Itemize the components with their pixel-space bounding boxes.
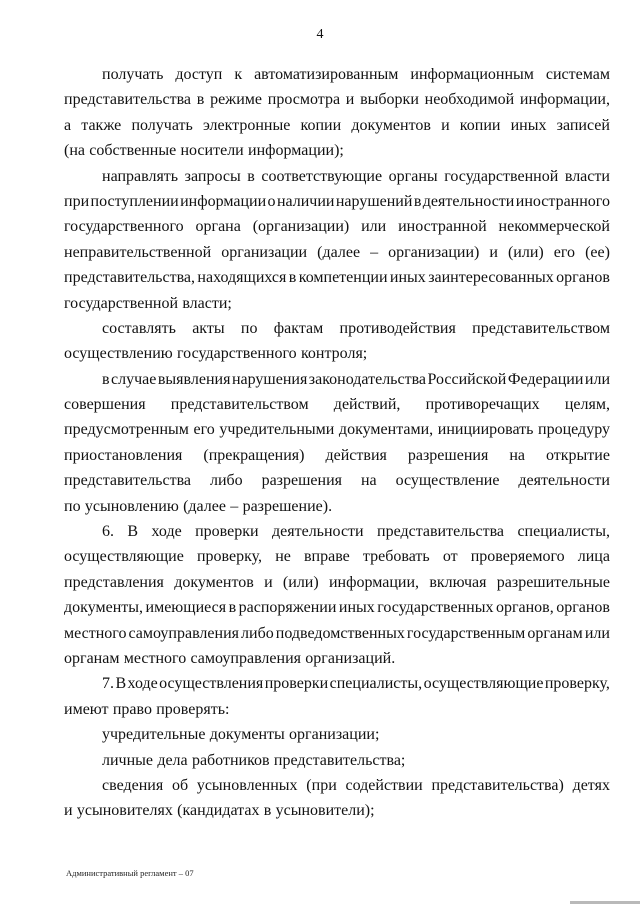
- word: В: [115, 675, 127, 693]
- text-line: [64, 62, 610, 87]
- word: документы: [209, 726, 285, 744]
- word: государственных: [377, 599, 494, 617]
- word: на: [509, 446, 525, 464]
- word: в: [288, 269, 297, 287]
- word: ходе: [151, 523, 182, 541]
- word: информации,: [328, 573, 420, 591]
- word: открытие: [545, 446, 610, 464]
- text-line: [64, 671, 610, 696]
- word: документов: [174, 573, 254, 591]
- word: об: [171, 776, 189, 794]
- text-line: [64, 519, 610, 544]
- word: сведения: [102, 776, 164, 794]
- text-line: [64, 87, 610, 112]
- word: иностранного: [515, 192, 610, 210]
- word: В: [127, 523, 139, 541]
- word: проверки: [264, 675, 329, 693]
- word: –: [370, 243, 379, 261]
- word: также: [81, 116, 122, 134]
- word: представительства: [377, 523, 505, 541]
- word: некоммерческой: [498, 218, 610, 236]
- word: противодействия: [339, 319, 456, 337]
- word: необходимой: [424, 91, 515, 109]
- word: осуществления: [159, 675, 264, 693]
- word: наличии: [276, 192, 335, 210]
- word: 7.: [102, 675, 114, 693]
- text-line: [64, 443, 610, 468]
- word: или: [584, 370, 610, 388]
- word: деятельности: [518, 472, 610, 490]
- word: и: [441, 116, 450, 134]
- word: органов: [556, 599, 610, 617]
- word: осуществляющие: [64, 548, 184, 566]
- word: и: [489, 243, 498, 261]
- word: находящихся: [197, 269, 287, 287]
- word: выборки: [360, 91, 419, 109]
- word: его: [553, 243, 576, 261]
- text-line: [64, 773, 610, 798]
- word: документов: [351, 116, 431, 134]
- word: представления: [64, 573, 164, 591]
- text-line: [64, 544, 610, 569]
- word: (при: [306, 776, 337, 794]
- word: подведомственных: [275, 624, 405, 642]
- word: о: [267, 192, 276, 210]
- word: к: [234, 66, 243, 83]
- word: учредительными: [219, 421, 335, 439]
- word: нарушений: [335, 192, 413, 210]
- word: инициировать: [437, 421, 534, 439]
- word: действий,: [333, 396, 401, 414]
- footer-note: Административный регламент – 07: [66, 868, 194, 878]
- text-line: [64, 113, 610, 138]
- word: (далее: [183, 497, 226, 515]
- word: усыновлению: [84, 497, 179, 515]
- word: осуществление: [395, 472, 500, 490]
- word: представительства;: [273, 751, 406, 769]
- word: проверять:: [156, 700, 230, 718]
- word: фактам: [273, 319, 324, 337]
- word: составлять: [102, 319, 176, 337]
- word: либо: [241, 624, 274, 642]
- word: представительством: [170, 396, 309, 414]
- word: 6.: [102, 523, 114, 541]
- word: копии: [459, 116, 501, 134]
- word: органы: [388, 167, 438, 185]
- text-line: [64, 214, 610, 239]
- word: вправе: [304, 548, 350, 566]
- text-line: [64, 341, 610, 366]
- word: на: [360, 472, 377, 490]
- word: иных: [510, 116, 547, 134]
- text-line: [64, 468, 610, 493]
- word: –: [230, 497, 239, 515]
- text-line: [64, 291, 610, 316]
- word: совершения: [64, 396, 146, 414]
- word: Российской: [427, 370, 507, 388]
- text-line: [64, 798, 610, 823]
- word: проверяемого: [470, 548, 565, 566]
- scan-edge-mark: [570, 901, 640, 904]
- word: от: [442, 548, 458, 566]
- word: учредительные: [102, 726, 206, 744]
- word: и: [64, 802, 73, 820]
- word: информации: [180, 192, 267, 210]
- word: поступлении: [90, 192, 179, 210]
- text-line: [64, 417, 610, 442]
- word: в: [228, 599, 237, 617]
- word: целям,: [564, 396, 610, 414]
- word: содействии: [345, 776, 423, 794]
- word: работников: [191, 751, 270, 769]
- word: системам: [545, 66, 610, 83]
- word: неправительственной: [64, 243, 212, 261]
- word: соответствующие: [261, 167, 383, 185]
- word: копии: [300, 116, 342, 134]
- word: режиме: [210, 91, 263, 109]
- text-line: [64, 164, 610, 189]
- word: и: [264, 573, 273, 591]
- word: законодательства: [308, 370, 427, 388]
- word: иных: [338, 599, 375, 617]
- word: организации): [388, 243, 480, 261]
- word: органа: [195, 218, 241, 236]
- word: по: [240, 319, 258, 337]
- word: деятельности: [422, 192, 515, 210]
- word: самоуправления: [128, 624, 239, 642]
- word: информации,: [519, 91, 610, 109]
- word: (ее): [585, 243, 610, 261]
- word: имеющиеся: [145, 599, 227, 617]
- word: носители: [180, 142, 244, 160]
- word: контроля;: [300, 345, 368, 363]
- word: случае: [111, 370, 157, 388]
- word: в: [102, 370, 110, 388]
- word: нарушения: [231, 370, 308, 388]
- text-line: [64, 621, 610, 646]
- word: запросы: [184, 167, 241, 185]
- word: проверку,: [544, 675, 610, 693]
- word: деятельности: [272, 523, 364, 541]
- word: распоряжении: [238, 599, 337, 617]
- text-line: [64, 240, 610, 265]
- word: специалисты,: [329, 675, 423, 693]
- word: не: [275, 548, 291, 566]
- word: ходе: [127, 675, 158, 693]
- word: разрешительные: [496, 573, 610, 591]
- word: власти: [564, 167, 610, 185]
- text-line: [64, 265, 610, 290]
- word: (кандидатах: [177, 802, 260, 820]
- word: органам: [64, 649, 120, 667]
- word: личные: [102, 751, 154, 769]
- word: в: [196, 91, 205, 109]
- word: в: [263, 802, 272, 820]
- word: в: [413, 192, 422, 210]
- word: записей: [556, 116, 610, 134]
- word: организаций.: [305, 649, 396, 667]
- word: информации);: [248, 142, 344, 160]
- word: Федерации: [507, 370, 584, 388]
- word: государственной: [64, 294, 179, 312]
- word: (далее: [317, 243, 361, 261]
- text-line: [64, 748, 610, 773]
- word: специалисты,: [517, 523, 610, 541]
- word: органов,: [495, 599, 554, 617]
- word: требовать: [362, 548, 430, 566]
- word: предусмотренным: [64, 421, 189, 439]
- word: заинтересованных: [428, 269, 554, 287]
- text-line: [64, 570, 610, 595]
- word: иностранной: [398, 218, 487, 236]
- word: проверки: [195, 523, 259, 541]
- word: детях: [572, 776, 610, 794]
- word: организации;: [289, 726, 380, 744]
- word: представительством: [472, 319, 610, 337]
- text-line: [64, 138, 610, 163]
- word: информационным: [410, 66, 534, 83]
- text-line: [64, 722, 610, 747]
- word: а: [64, 116, 72, 134]
- text-line: [64, 316, 610, 341]
- word: местного: [123, 649, 187, 667]
- word: и: [345, 91, 355, 109]
- word: процедуру: [538, 421, 610, 439]
- word: представительства): [431, 776, 564, 794]
- word: документы,: [64, 599, 144, 617]
- word: проверку,: [196, 548, 263, 566]
- text-line: [64, 494, 610, 519]
- text-line: [64, 595, 610, 620]
- word: дела: [157, 751, 188, 769]
- word: противоречащих: [425, 396, 540, 414]
- word: власти;: [182, 294, 232, 312]
- word: в: [247, 167, 255, 185]
- word: лица: [577, 548, 610, 566]
- word: имеют: [64, 700, 109, 718]
- word: автоматизированным: [254, 66, 399, 83]
- page-number: 4: [316, 27, 324, 42]
- word: получать: [102, 66, 164, 83]
- word: его: [193, 421, 215, 439]
- word: компетенции: [298, 269, 388, 287]
- word: иных: [389, 269, 426, 287]
- word: направлять: [102, 167, 179, 185]
- word: акты: [192, 319, 225, 337]
- word: либо: [209, 472, 243, 490]
- word: местного: [64, 624, 127, 642]
- word: представительства: [64, 91, 192, 109]
- text-line: [64, 697, 610, 722]
- text-line: [64, 189, 610, 214]
- word: приостановления: [64, 446, 183, 464]
- word: государственной: [444, 167, 559, 185]
- word: выявления: [157, 370, 231, 388]
- word: по: [64, 497, 81, 515]
- word: при: [64, 192, 90, 210]
- word: доступ: [175, 66, 223, 83]
- text-line: [64, 367, 610, 392]
- word: действия: [325, 446, 387, 464]
- word: усыновители);: [275, 802, 375, 820]
- word: (прекращения): [203, 446, 305, 464]
- word: включая: [429, 573, 487, 591]
- word: просмотра: [267, 91, 341, 109]
- word: право: [112, 700, 152, 718]
- word: разрешения: [261, 472, 343, 490]
- word: усыновителях: [76, 802, 173, 820]
- word: осуществлению: [64, 345, 173, 363]
- word: государственного: [64, 218, 184, 236]
- word: (на: [64, 142, 85, 160]
- word: получать: [131, 116, 193, 134]
- word: усыновленных: [196, 776, 298, 794]
- word: (или): [282, 573, 319, 591]
- word: органам: [527, 624, 583, 642]
- word: осуществляющие: [423, 675, 544, 693]
- word: разрешения: [407, 446, 489, 464]
- word: органов: [556, 269, 610, 287]
- word: собственные: [89, 142, 177, 160]
- word: документами,: [338, 421, 434, 439]
- word: представительства: [64, 472, 192, 490]
- word: организации: [221, 243, 308, 261]
- word: электронные: [202, 116, 291, 134]
- word: представительства,: [64, 269, 196, 287]
- text-line: [64, 646, 610, 671]
- word: или: [361, 218, 387, 236]
- word: (или): [507, 243, 544, 261]
- word: самоуправления: [190, 649, 301, 667]
- word: государственным: [406, 624, 526, 642]
- text-line: [64, 392, 610, 417]
- document-body: [64, 62, 610, 824]
- word: государственного: [177, 345, 297, 363]
- word: или: [584, 624, 610, 642]
- word: (организации): [252, 218, 350, 236]
- word: разрешение).: [242, 497, 333, 515]
